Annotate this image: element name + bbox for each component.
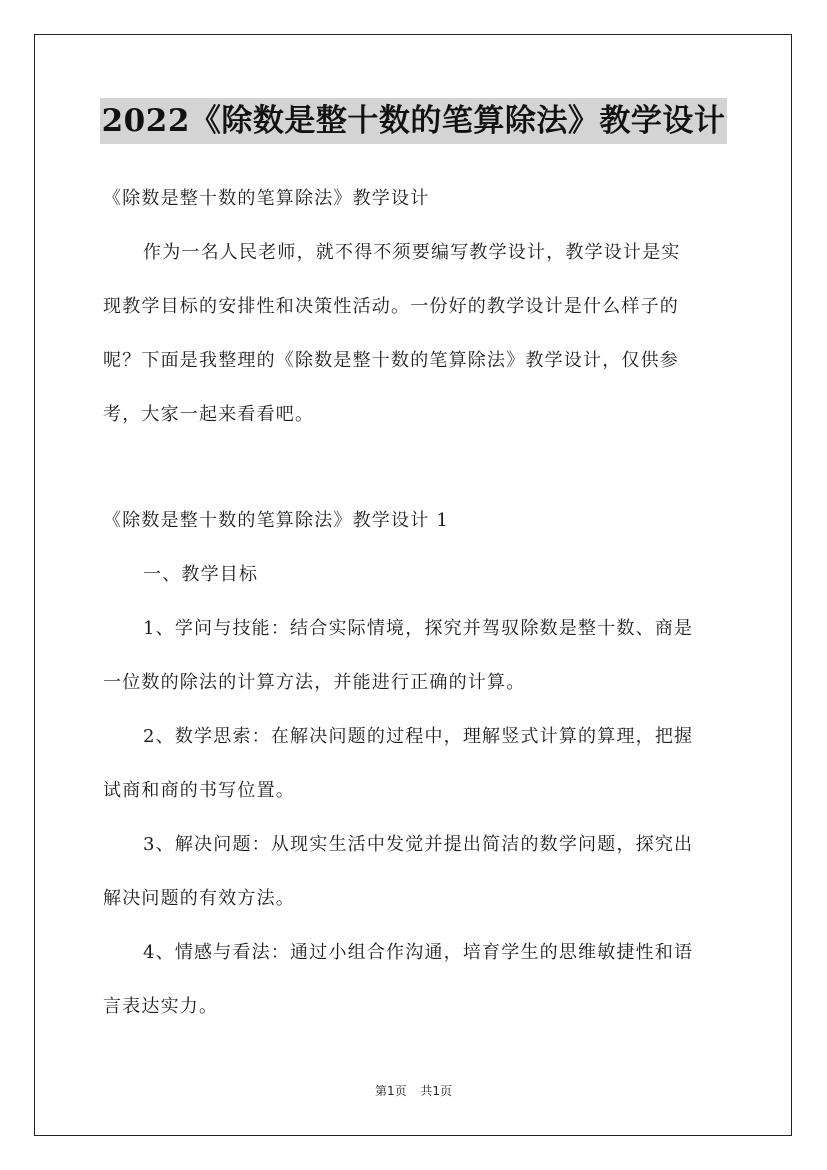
page-number: 第1页 (374, 1084, 407, 1098)
section-spacer (103, 442, 726, 494)
page-footer (0, 1082, 827, 1099)
intro-paragraph (103, 226, 726, 442)
objective-line: 1、学问与技能：结合实际情境，探究并驾驭除数是整十数、商是 (143, 618, 694, 639)
objective-line: 一位数的除法的计算方法，并能进行正确的计算。 (103, 672, 526, 693)
objective-line: 4、情感与看法：通过小组合作沟通，培育学生的思维敏捷性和语 (143, 942, 694, 963)
objective-line: 解决问题的有效方法。 (103, 888, 295, 909)
objective-line: 言表达实力。 (103, 996, 219, 1017)
intro-line: 现教学目标的安排性和决策性活动。一份好的教学设计是什么样子的 (103, 296, 679, 317)
intro-line: 呢？下面是我整理的《除数是整十数的笔算除法》教学设计，仅供参 (103, 350, 679, 371)
objective-item-4 (103, 926, 726, 1034)
page-total: 共1页 (420, 1084, 453, 1098)
document-title: 2022《除数是整十数的笔算除法》教学设计 (100, 98, 728, 144)
objective-line: 2、数学思索：在解决问题的过程中，理解竖式计算的算理，把握 (143, 726, 694, 747)
objective-line: 3、解决问题：从现实生活中发觉并提出简洁的数学问题，探究出 (143, 834, 694, 855)
objective-item-2 (103, 710, 726, 818)
document-subtitle: 《除数是整十数的笔算除法》教学设计 (103, 188, 430, 209)
section-subheading: 一、教学目标 (143, 564, 259, 585)
section-heading: 《除数是整十数的笔算除法》教学设计 1 (103, 510, 449, 531)
intro-line: 考，大家一起来看看吧。 (103, 404, 315, 425)
objective-item-3 (103, 818, 726, 926)
objective-item-1 (103, 602, 726, 710)
objective-line: 试商和商的书写位置。 (103, 780, 295, 801)
intro-line: 作为一名人民老师，就不得不须要编写教学设计，教学设计是实 (143, 242, 681, 263)
document-body (103, 172, 726, 1034)
title-container (0, 98, 827, 144)
